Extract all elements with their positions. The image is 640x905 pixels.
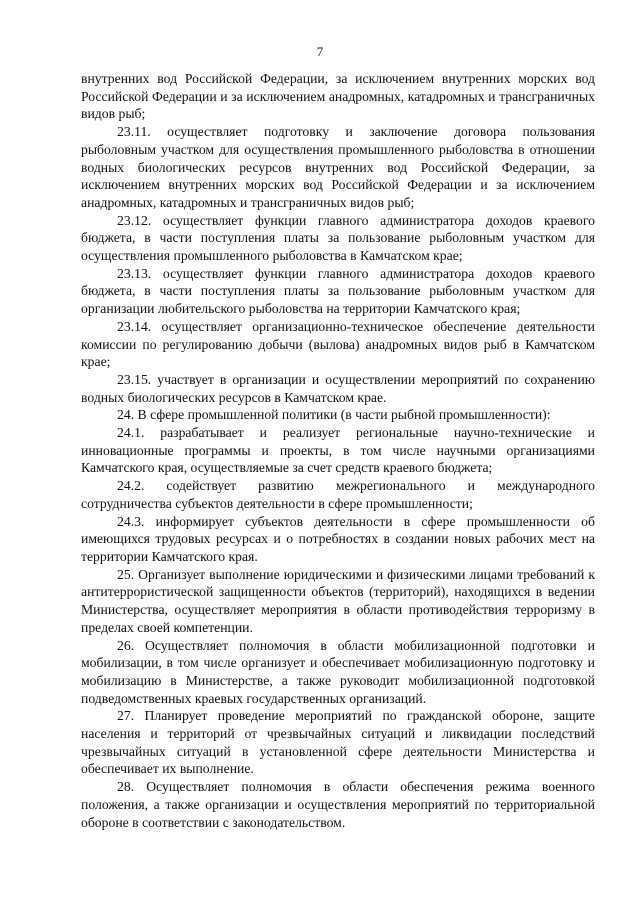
paragraph-24-1: 24.1. разрабатывает и реализует региональные научно-технические и инновационные программы и проекты, в том числе научными организациями Камчатского края, осуществляемые за счет средств краевого бюджета;: [81, 425, 595, 476]
paragraph-23-11: 23.11. осуществляет подготовку и заключение договора пользования рыболовным участком для осуществления промышленного рыболовства в отношении водных биологических ресурсов внутренних вод Российской Федерации, за исключением внутренних морских вод Российской Федерации и за исключением анадромных, катадромных и трансграничных видов рыб;: [81, 124, 595, 210]
paragraph-23-13: 23.13. осуществляет функции главного администратора доходов краевого бюджета, в части поступления платы за пользование рыболовным участком для организации любительского рыболовства на территории Камчатского края;: [81, 265, 595, 317]
paragraph-24-3: 24.3. информирует субъектов деятельности в сфере промышленности об имеющихся трудовых ресурсах и о потребностях в создании новых рабочих мест на территории Камчатского края.: [81, 513, 595, 564]
paragraph-23-15: 23.15. участвует в организации и осуществлении мероприятий по сохранению водных биологических ресурсов в Камчатском крае.: [81, 371, 595, 405]
paragraph-27: 27. Планирует проведение мероприятий по гражданской обороне, защите населения и территорий от чрезвычайных ситуаций и ликвидации последствий чрезвычайных ситуаций в установленной сфере деятельности Министерства и обеспечивает их выполнение.: [81, 708, 595, 777]
paragraph-26: 26. Осуществляет полномочия в области мобилизационной подготовки и мобилизации, в том числе организует и обеспечивает мобилизационную подготовку и мобилизацию в Министерстве, а также руководит мобилизационной подготовкой подведомственных краевых государственных организаций.: [81, 637, 595, 706]
paragraph-25: 25. Организует выполнение юридическими и физическими лицами требований к антитеррористической защищенности объектов (территорий), находящихся в ведении Министерства, осуществляет мероприятия в области противодействия терроризму в пределах своей компетенции.: [81, 566, 595, 635]
document-body: [81, 70, 595, 831]
page-number: 7: [316, 44, 324, 59]
paragraph-continuation: внутренних вод Российской Федерации, за исключением внутренних морских вод Российской Федерации и за исключением анадромных, катадромных и трансграничных видов рыб;: [81, 71, 595, 122]
paragraph-23-14: 23.14. осуществляет организационно-техническое обеспечение деятельности комиссии по регулированию добычи (вылова) анадромных видов рыб в Камчатском крае;: [81, 318, 595, 370]
paragraph-24-2: 24.2. содействует развитию межрегионального и международного сотрудничества субъектов деятельности в сфере промышленности;: [81, 478, 595, 511]
paragraph-28: 28. Осуществляет полномочия в области обеспечения режима военного положения, а также организации и осуществления мероприятий по территориальной обороне в соответствии с законодательством.: [81, 779, 595, 830]
paragraph-23-12: 23.12. осуществляет функции главного администратора доходов краевого бюджета, в части поступления платы за пользование рыболовным участком для осуществления промышленного рыболовства в Камчатском крае;: [81, 212, 595, 264]
paragraph-24: 24. В сфере промышленной политики (в части рыбной промышленности):: [117, 407, 551, 423]
